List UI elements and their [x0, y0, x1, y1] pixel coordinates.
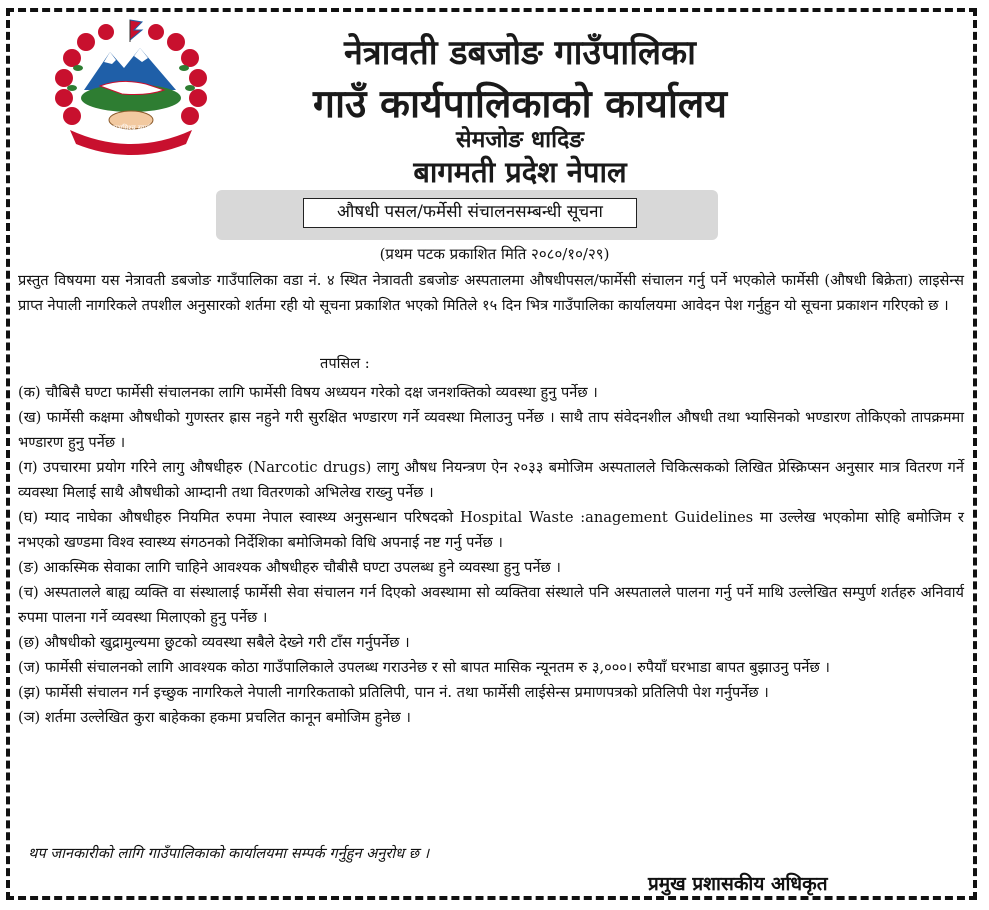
list-item: (छ) औषधीको खुद्रामुल्यमा छुटको व्यवस्था सबैले देख्ने गरी टाँस गर्नुपर्नेछ । [18, 634, 410, 651]
list-item: (क) चौबिसै घण्टा फार्मेसी संचालनका लागि फार्मेसी विषय अध्ययन गरेको दक्ष जनशक्तिको व्यवस्था हुनु पर्नेछ । [18, 384, 598, 401]
list-item: (ङ) आकस्मिक सेवाका लागि चाहिने आवश्यक औषधीहरु चौबीसै घण्टा उपलब्ध हुने व्यवस्था हुनु पर्नेछ । [18, 559, 561, 576]
publish-date: (प्रथम पटक प्रकाशित मिति २०८०/१०/२९) [379, 245, 610, 263]
office-location: सेमजोङ धादिङ [456, 126, 584, 153]
intro-paragraph: प्रस्तुत विषयमा यस नेत्रावती डबजोङ गाउँपालिका वडा नं. ४ स्थित नेत्रावती डबजोङ अस्पतालमा औषधीपसल/फार्मेसी संचालन गर्नु पर्ने भएकोले फार्मेसी (औषधी बिक्रेता) लाइसेन्स प्राप्त नेपाली नागरिकले तपशील अनुसारको शर्तमा रही यो सूचना प्रकाशित भएको मितिले १५ दिन भित्र गाउँपालिका कार्यालयमा आवेदन पेश गर्नुहुन यो सूचना प्रकाशन गरिएको छ । [18, 272, 964, 314]
nepal-emblem-icon [52, 18, 210, 158]
municipality-name: नेत्रावती डबजोङ गाउँपालिका [344, 33, 696, 73]
list-item: (झ) फार्मेसी संचालन गर्न इच्छुक नागरिकले नेपाली नागरिकताको प्रतिलिपी, पान नं. तथा फार्मेसी लाईसेन्स प्रमाणपत्रको प्रतिलिपी पेश गर्नुपर्नेछ । [18, 684, 769, 701]
province-name: बागमती प्रदेश नेपाल [413, 155, 627, 189]
office-name: गाउँ कार्यपालिकाको कार्यालय [313, 81, 727, 127]
condition-list [18, 380, 964, 730]
closing-note: थप जानकारीको लागि गाउँपालिकाको कार्यालयमा सम्पर्क गर्नुहुन अनुरोध छ । [28, 845, 430, 862]
emblem-motto: जननी जन्मभूमिश्च स्वर्गादपि गरीयसी [88, 124, 182, 132]
list-item: (घ) म्याद नाघेका औषधीहरु नियमित रुपमा नेपाल स्वास्थ्य अनुसन्धान परिषदको Hospital Waste :anagement Guidelines मा उल्लेख भएकोमा सोहि बमोजिम र नभएको खण्डमा विश्व स्वास्थ्य संगठनको निर्देशिका बमोजिमको विधि अपनाई नष्ट गर्नु पर्नेछ । [18, 509, 964, 551]
signatory: प्रमुख प्रशासकीय अधिकृत [648, 873, 828, 895]
list-item: (ख) फार्मेसी कक्षमा औषधीको गुणस्तर ह्रास नहुने गरी सुरक्षित भण्डारण गर्ने व्यवस्था मिलाउनु पर्नेछ । साथै ताप संवेदनशील औषधी तथा भ्यासिनको भण्डारण तोकिएको तापक्रममा भण्डारण हुनु पर्नेछ । [18, 409, 964, 451]
list-item: (च) अस्पतालले बाह्य व्यक्ति वा संस्थालाई फार्मेसी सेवा संचालन गर्न दिएको अवस्थामा सो व्यक्तिवा संस्थाले पनि अस्पतालले पालना गर्नु पर्ने माथि उल्लेखित सम्पुर्ण शर्तहरु अनिवार्य रुपमा पालना गर्ने व्यवस्था मिलाएको हुनु पर्नेछ । [18, 584, 964, 626]
list-title: तपसिल : [320, 355, 370, 372]
list-item: (ञ) शर्तमा उल्लेखित कुरा बाहेकका हकमा प्रचलित कानून बमोजिम हुनेछ । [18, 709, 411, 726]
notice-title: औषधी पसल/फर्मेसी संचालनसम्बन्धी सूचना [303, 198, 637, 228]
list-item: (ज) फार्मेसी संचालनको लागि आवश्यक कोठा गाउँपालिकाले उपलब्ध गराउनेछ र सो बापत मासिक न्यूनतम रु ३,०००। रुपैयाँ घरभाडा बापत बुझाउनु पर्नेछ । [18, 659, 830, 676]
list-item: (ग) उपचारमा प्रयोग गरिने लागु औषधीहरु (Narcotic drugs) लागु औषध नियन्त्रण ऐन २०३३ बमोजिम अस्पतालले चिकित्सकको लिखित प्रेस्क्रिप्सन अनुसार मात्र वितरण गर्ने व्यवस्था मिलाई साथै औषधीको आम्दानी तथा वितरणको अभिलेख राख्नु पर्नेछ । [18, 459, 964, 501]
